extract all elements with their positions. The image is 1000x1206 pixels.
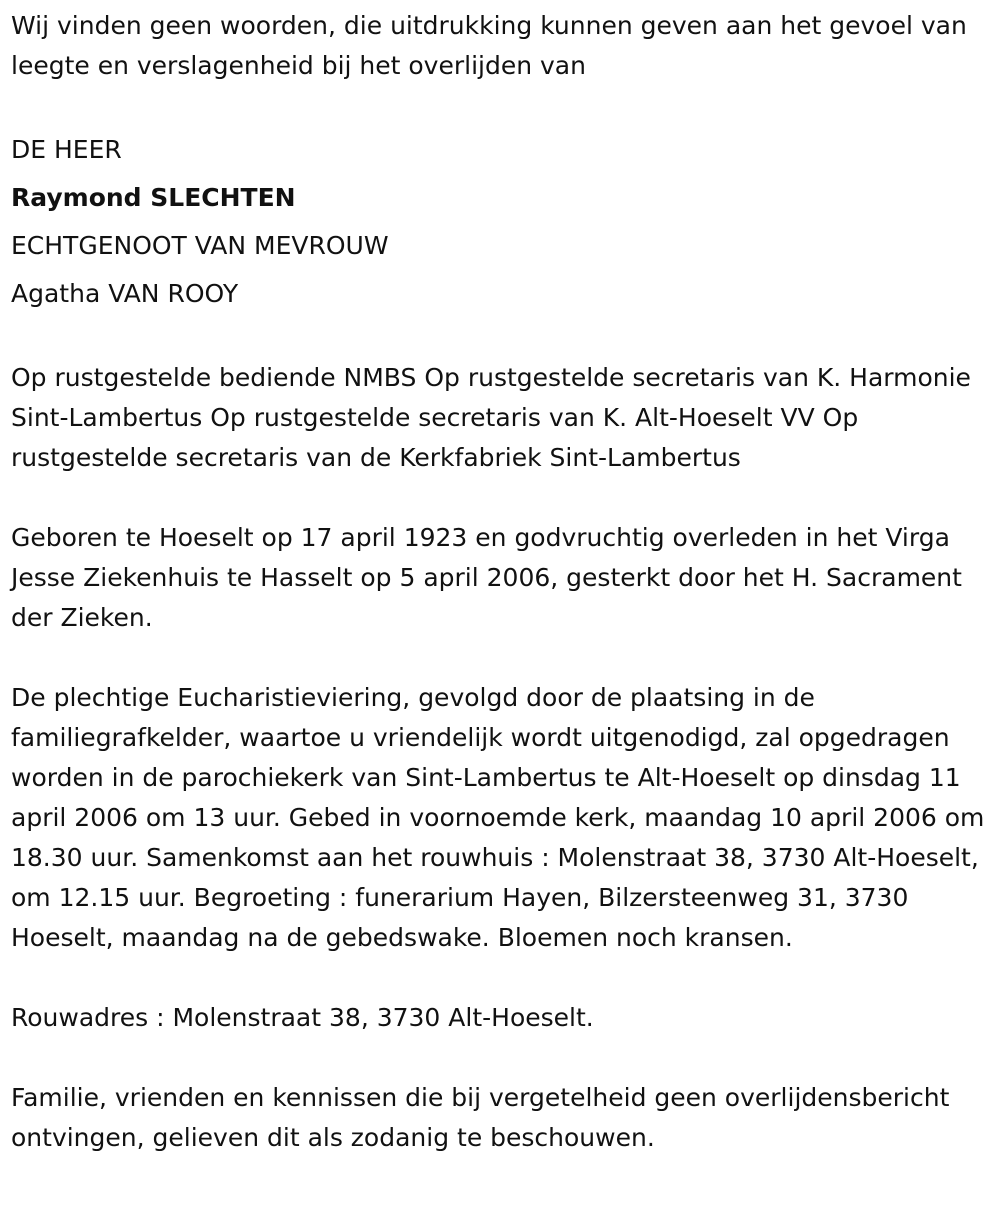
spacer [11, 958, 986, 998]
closing-paragraph: Familie, vrienden en kennissen die bij vergetelheid geen overlijdensbericht ontvingen, gelieven dit als zodanig te beschouwen. [11, 1083, 950, 1152]
birth-death-paragraph: Geboren te Hoeselt op 17 april 1923 en godvruchtig overleden in het Virga Jesse Ziekenhuis te Hasselt op 5 april 2006, gesterkt door het H. Sacrament der Zieken. [11, 523, 962, 632]
obituary-notice [11, 6, 986, 1158]
spacer [11, 86, 986, 126]
title-prefix: DE HEER [11, 135, 122, 164]
mourning-address: Rouwadres : Molenstraat 38, 3730 Alt-Hoeselt. [11, 1003, 594, 1032]
spacer [11, 638, 986, 678]
spacer [11, 1038, 986, 1078]
intro-paragraph: Wij vinden geen woorden, die uitdrukking kunnen geven aan het gevoel van leegte en verslagenheid bij het overlijden van [11, 11, 967, 80]
spacer [11, 318, 986, 358]
spouse-name: Agatha VAN ROOY [11, 279, 239, 308]
functions-paragraph: Op rustgestelde bediende NMBS Op rustgestelde secretaris van K. Harmonie Sint-Lambertus Op rustgestelde secretaris van K. Alt-Hoeselt VV Op rustgestelde secretaris van de Kerkfabriek Sint-Lambertus [11, 363, 971, 472]
deceased-name: Raymond SLECHTEN [11, 183, 296, 212]
ceremony-paragraph: De plechtige Eucharistieviering, gevolgd door de plaatsing in de familiegrafkelder, waartoe u vriendelijk wordt uitgenodigd, zal opgedragen worden in de parochiekerk van Sint-Lambertus te Alt-Hoeselt op dinsdag 11 april 2006 om 13 uur. Gebed in voornoemde kerk, maandag 10 april 2006 om 18.30 uur. Samenkomst aan het rouwhuis : Molenstraat 38, 3730 Alt-Hoeselt, om 12.15 uur. Begroeting : funerarium Hayen, Bilzersteenweg 31, 3730 Hoeselt, maandag na de gebedswake. Bloemen noch kransen. [11, 683, 985, 952]
spouse-label: ECHTGENOOT VAN MEVROUW [11, 231, 389, 260]
spacer [11, 478, 986, 518]
